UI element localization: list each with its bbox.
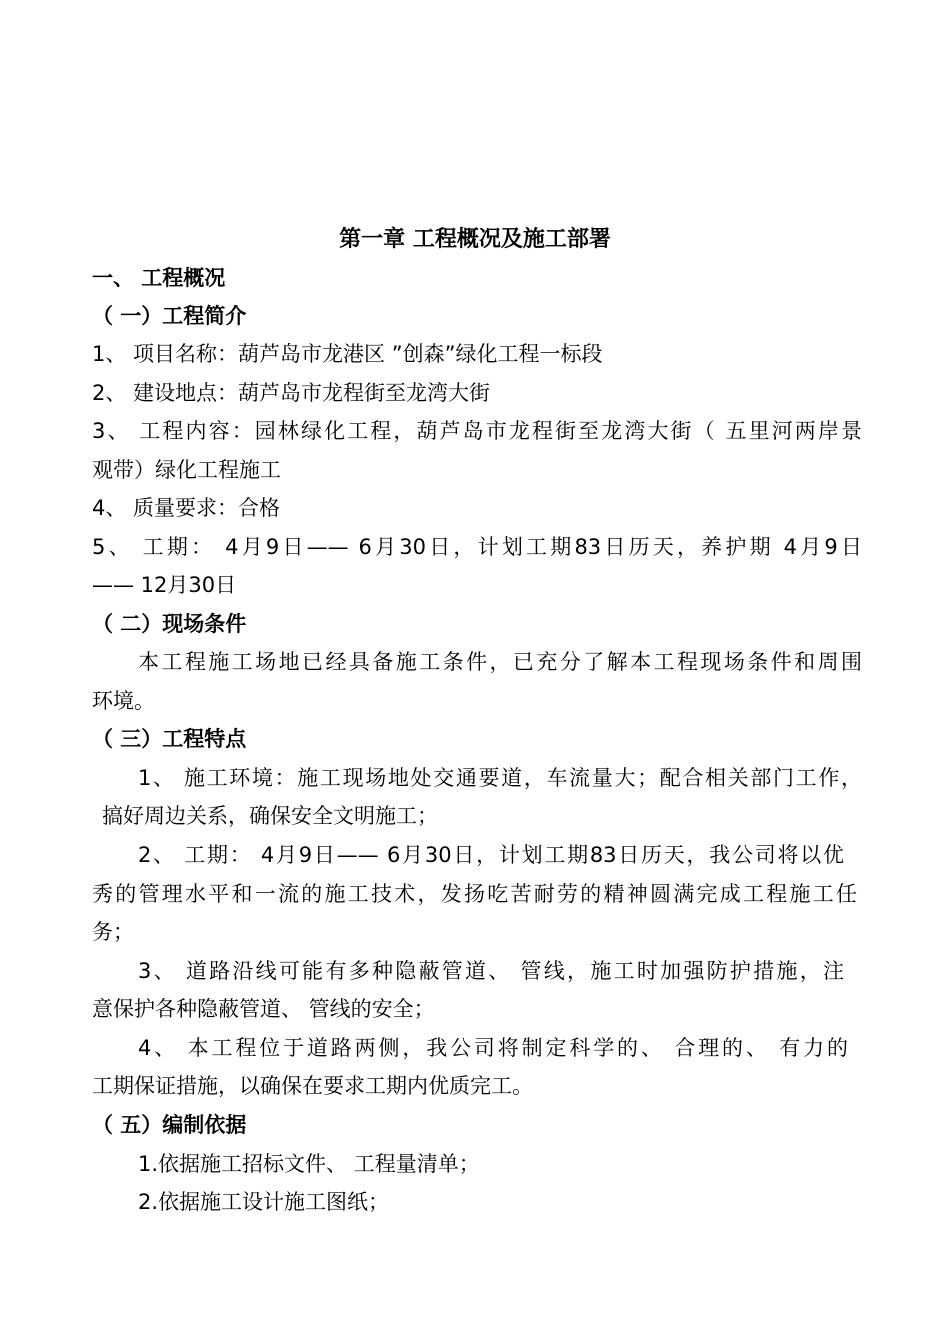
intro-item-quality: 4、 质量要求：合格 <box>92 496 281 520</box>
intro-item-content-cont: 观带）绿化工程施工 <box>92 458 281 482</box>
feature-2-line-3: 务； <box>92 920 134 944</box>
intro-item-project-name: 1、 项目名称：葫芦岛市龙港区 ”创森”绿化工程一标段 <box>92 342 603 366</box>
feature-4-line-1: 4、 本工程位于道路两侧，我公司将制定科学的、 合理的、 有力的 <box>138 1036 848 1060</box>
feature-2-line-2: 秀的管理水平和一流的施工技术，发扬吃苦耐劳的精神圆满完成工程施工任 <box>92 882 857 906</box>
subsection-heading-site: （ 二）现场条件 <box>92 612 247 636</box>
chapter-title: 第一章 工程概况及施工部署 <box>339 227 611 252</box>
subsection-heading-features: （ 三）工程特点 <box>92 727 247 751</box>
feature-1-line-2: 搞好周边关系，确保安全文明施工； <box>102 804 438 828</box>
section-heading-overview: 一、 工程概况 <box>92 266 226 290</box>
feature-2-line-1: 2、 工期： 4月9日—— 6月30日，计划工期83日历天，我公司将以优 <box>138 843 844 867</box>
intro-item-schedule-cont: —— 12月30日 <box>92 573 237 597</box>
intro-item-content: 3、 工程内容：园林绿化工程，葫芦岛市龙程街至龙湾大街（ 五里河两岸景 <box>92 419 862 443</box>
subsection-heading-basis: （ 五）编制依据 <box>92 1113 247 1137</box>
basis-item-2: 2.依据施工设计施工图纸； <box>138 1190 390 1214</box>
feature-3-line-2: 意保护各种隐蔽管道、 管线的安全； <box>92 997 435 1021</box>
intro-item-location: 2、 建设地点：葫芦岛市龙程街至龙湾大街 <box>92 381 491 405</box>
basis-item-1: 1.依据施工招标文件、 工程量清单； <box>138 1152 480 1176</box>
intro-item-schedule: 5、 工期： 4月9日—— 6月30日，计划工期83日历天，养护期 4月9日 <box>92 535 862 559</box>
feature-4-line-2: 工期保证措施，以确保在要求工期内优质完工。 <box>92 1074 533 1098</box>
feature-3-line-1: 3、 道路沿线可能有多种隐蔽管道、 管线，施工时加强防护措施，注 <box>138 959 844 983</box>
site-paragraph-line-1: 本工程施工场地已经具备施工条件，已充分了解本工程现场条件和周围 <box>138 650 862 674</box>
feature-1-line-1: 1、 施工环境：施工现场地处交通要道，车流量大；配合相关部门工作， <box>138 766 862 790</box>
subsection-heading-intro: （ 一）工程简介 <box>92 304 247 328</box>
site-paragraph-line-2: 环境。 <box>92 689 155 713</box>
